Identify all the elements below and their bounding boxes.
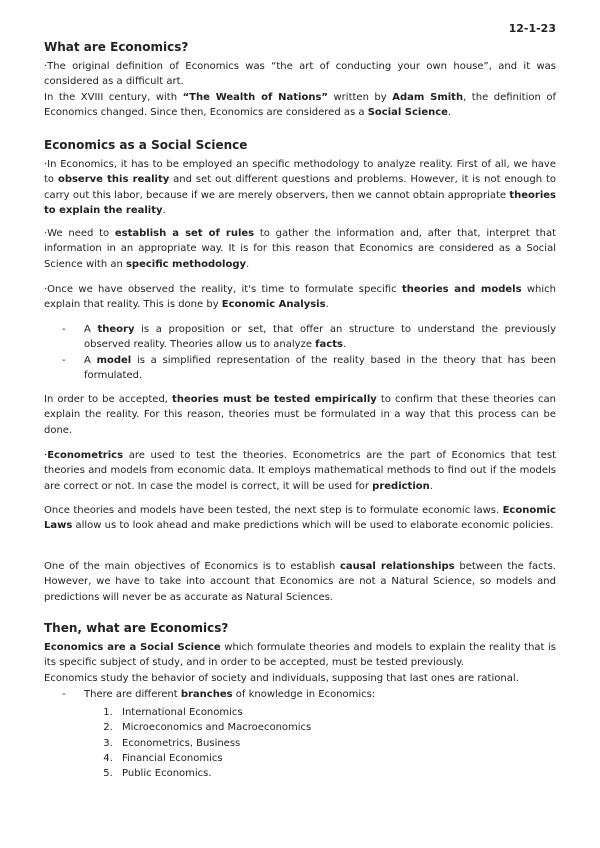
paragraph-theories-models: ·Once we have observed the reality, it's time to formulate specific theories and models which explain that reality. This is done by Economic Analysis.	[44, 284, 557, 311]
section-heading: Economics as a Social Science	[44, 138, 248, 152]
paragraph: In the XVIII century, with “The Wealth of Nations” written by Adam Smith, the definition of Economics changed. Since then, Economics are considered as a Social Science.	[44, 91, 556, 118]
list-item: - There are different branches of knowledge in Economics:	[62, 687, 556, 702]
branch-item: 2. Microeconomics and Macroeconomics	[116, 720, 556, 735]
section-heading: What are Economics?	[44, 40, 189, 54]
paragraph-rules: ·We need to establish a set of rules to gather the information and, after that, interpret that information in an appropriate way. It is for this reason that Economics are considered as a Social Science with an specific methodology.	[44, 228, 556, 270]
branch-item: 1. International Economics	[116, 705, 556, 720]
paragraph: Economics study the behavior of society and individuals, supposing that last ones are rational.	[44, 672, 519, 684]
section-what-are-economics	[44, 39, 556, 120]
branch-item: 5. Public Economics.	[116, 766, 556, 781]
paragraph: Economics are a Social Science which formulate theories and models to explain the reality that is its specific subject of study, and in order to be accepted, must be tested previously.	[44, 642, 556, 669]
section-social-science	[44, 137, 556, 218]
date-label: 12-1-23	[508, 22, 556, 35]
list-item: - A model is a simplified representation of the reality based in the theory that has been formulated.	[62, 353, 556, 384]
section-then-what-are-economics	[44, 620, 556, 782]
paragraph: ·The original definition of Economics was “the art of conducting your own house”, and it was considered as a difficult art.	[44, 61, 556, 88]
branches-list	[44, 705, 556, 781]
paragraph: ·In Economics, it has to be employed an specific methodology to analyze reality. First of all, we have to observe this reality and set out different questions and problems. However, it is not enough to carry out this labor, because if we are merely observers, then we cannot obtain appropriate theories to explain the reality.	[44, 159, 557, 216]
branch-item: 4. Financial Economics	[116, 751, 556, 766]
list-item: - A theory is a proposition or set, that offer an structure to understand the previously observed reality. Theories allow us to analyze facts.	[62, 322, 556, 353]
paragraph-econometrics: ·Econometrics are used to test the theories. Econometrics are the part of Economics that test theories and models from economic data. It employs mathematical methods to find out if the models are correct or not. In case the model is correct, it will be used for prediction.	[44, 450, 556, 492]
paragraph-tested-empirically: In order to be accepted, theories must be tested empirically to confirm that these theories can explain the reality. For this reason, theories must be formulated in a way that this process can be done.	[44, 394, 556, 436]
paragraph-economic-laws: Once theories and models have been tested, the next step is to formulate economic laws. Economic Laws allow us to look ahead and make predictions which will be used to elaborate economic policies.	[44, 505, 556, 532]
paragraph-causal-relationships: One of the main objectives of Economics is to establish causal relationships between the facts. However, we have to take into account that Economics are not a Natural Science, so models and predictions will never be as accurate as Natural Sciences.	[44, 561, 556, 603]
section-heading: Then, what are Economics?	[44, 621, 229, 635]
list-theory-model	[44, 322, 556, 383]
branch-item: 3. Econometrics, Business	[116, 736, 556, 751]
